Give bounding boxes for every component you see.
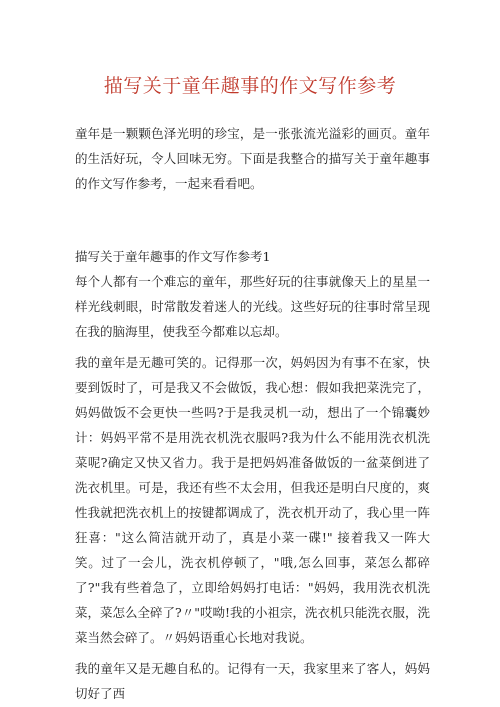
- spacer: [75, 196, 430, 244]
- body-paragraph: 我的童年又是无趣自私的。记得有一天，我家里来了客人，妈妈切好了西: [75, 661, 430, 701]
- intro-paragraph: 童年是一颗颗色泽光明的珍宝，是一张张流光溢彩的画页。童年的生活好玩，令人回味无穷。下面是我整合的描写关于童年趣事的作文写作参考，一起来看看吧。: [75, 126, 430, 191]
- body-paragraph: 我的童年是无趣可笑的。记得那一次，妈妈因为有事不在家，快要到饭时了，可是我又不会做饭，我心想：假如我把菜洗完了，妈妈做饭不会更快一些吗?于是我灵机一动，想出了一个锦囊妙计：妈妈平常不是用洗衣机洗衣服吗?我为什么不能用洗衣机洗菜呢?确定又快又省力。我于是把妈妈准备做饭的一盆菜倒进了洗衣机里。可是，我还有些不太会用，但我还是明白尺度的，爽性我就把洗衣机上的按键都调成了，洗衣机开动了，我心里一阵狂喜："这么简洁就开动了，真是小菜一碟!" 接着我又一阵大笑。过了一会儿，洗衣机停顿了，"哦,怎么回事，菜怎么都碎了?"我有些着急了，立即给妈妈打电话："妈妈，我用洗衣机洗菜，菜怎么全碎了?〃"哎呦!我的小祖宗，洗衣机只能洗衣服，洗菜当然会碎了。〃妈妈语重心长地对我说。: [75, 355, 430, 645]
- section-heading: 描写关于童年趣事的作文写作参考1: [75, 249, 271, 264]
- body-paragraph: 每个人都有一个难忘的童年，那些好玩的往事就像天上的星星一样光线刺眼，时常散发着迷人的光线。这些好玩的往事时常呈现在我的脑海里，使我至今都难以忘却。: [75, 274, 430, 339]
- document-body: [75, 121, 430, 706]
- document-title: 描写关于童年趣事的作文写作参考: [103, 75, 397, 97]
